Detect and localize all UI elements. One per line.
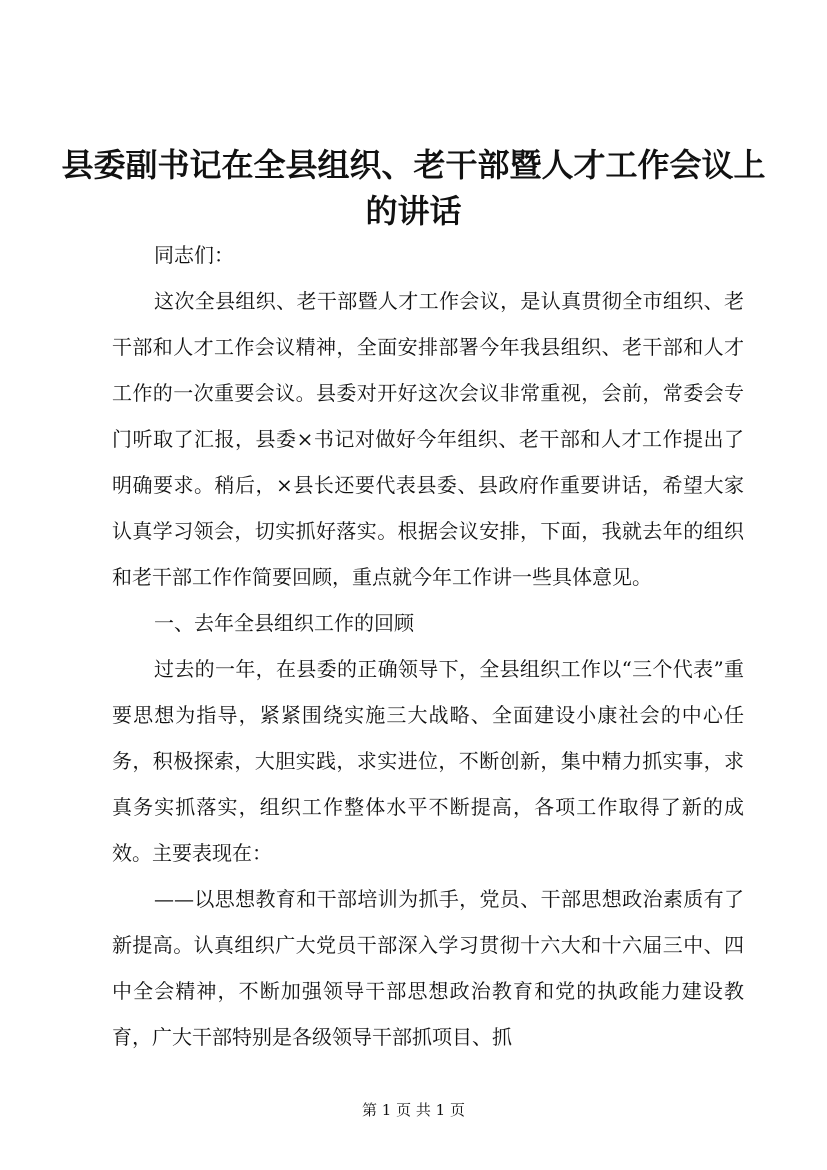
document-title: 县委副书记在全县组织、老干部暨人才工作会议上的讲话 [61,146,766,230]
education-paragraph: ——以思想教育和干部培训为抓手，党员、干部思想政治素质有了新提高。认真组织广大党员干部深入学习贯彻十六大和十六届三中、四中全会精神，不断加强领导干部思想政治教育和党的执政能力建设教育，广大干部特别是各级领导干部抓项目、抓 [112,887,744,1049]
page-footer: 第 1 页 共 1 页 [362,1101,465,1119]
intro-paragraph: 这次全县组织、老干部暨人才工作会议，是认真贯彻全市组织、老干部和人才工作会议精神，全面安排部署今年我县组织、老干部和人才工作的一次重要会议。县委对开好这次会议非常重视，会前，常委会专门听取了汇报，县委×书记对做好今年组织、老干部和人才工作提出了明确要求。稍后，×县长还要代表县委、县政府作重要讲话，希望大家认真学习领会，切实抓好落实。根据会议安排，下面，我就去年的组织和老干部工作作简要回顾，重点就今年工作讲一些具体意见。 [112,289,744,589]
salutation-paragraph: 同志们： [154,243,234,267]
review-paragraph: 过去的一年，在县委的正确领导下，全县组织工作以“三个代表”重要思想为指导，紧紧围绕实施三大战略、全面建设小康社会的中心任务，积极探索，大胆实践，求实进位，不断创新，集中精力抓实事，求真务实抓落实，组织工作整体水平不断提高，各项工作取得了新的成效。主要表现在： [112,657,744,865]
document-body [112,232,744,1060]
section-heading: 一、去年全县组织工作的回顾 [154,611,414,635]
